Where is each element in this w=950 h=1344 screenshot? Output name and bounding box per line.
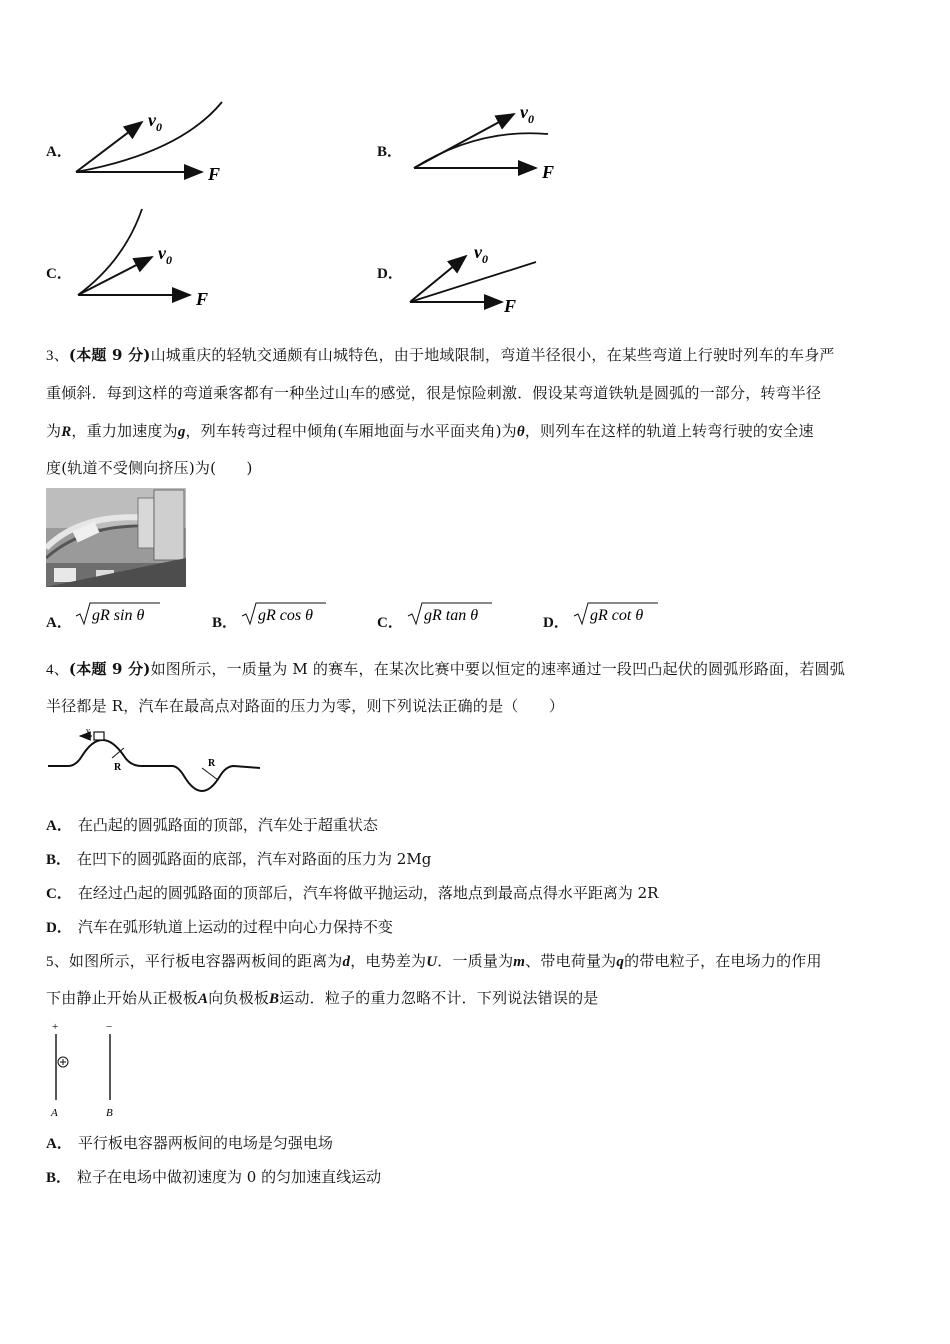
plate-b-label: B: [106, 1107, 113, 1119]
velocity-subscript: 0: [482, 252, 488, 266]
q2-option-b-label: B．: [377, 144, 403, 160]
force-label: F: [208, 164, 221, 184]
q5-option-a[interactable]: A． 平行板电容器两板间的电场是匀强电场: [46, 1134, 333, 1152]
svg-text:v: v: [86, 728, 90, 735]
q5-stem-line-2: 下由静止开始从正极板A向负极板B运动．粒子的重力忽略不计．下列说法错误的是: [46, 989, 599, 1007]
q3-option-b-expr: [240, 600, 330, 628]
capacitor-diagram: [46, 1018, 126, 1120]
svg-text:gR sin θ: gR sin θ: [92, 607, 145, 624]
q2-option-a-label: A．: [46, 144, 72, 160]
q3-option-b[interactable]: B．: [212, 615, 238, 631]
negative-sign: −: [106, 1021, 113, 1033]
q4-option-a[interactable]: A． 在凸起的圆弧路面的顶部，汽车处于超重状态: [46, 816, 378, 834]
q4-option-c[interactable]: C． 在经过凸起的圆弧路面的顶部后，汽车将做平抛运动，落地点到最高点得水平距离为 2R: [46, 884, 659, 902]
question-points: (本题 9 分): [68, 660, 151, 678]
velocity-label: v: [158, 243, 166, 263]
q4-stem-line-1: 4、(本题 9 分)如图所示，一质量为 M 的赛车，在某次比赛中要以恒定的速率通过一段凹凸起伏的圆弧形路面，若圆弧: [46, 660, 845, 678]
svg-text:gR cot θ: gR cot θ: [590, 607, 644, 624]
svg-text:R: R: [114, 762, 122, 773]
q4-stem-line-2: 半径都是 R，汽车在最高点对路面的压力为零，则下列说法正确的是（ ）: [46, 697, 565, 715]
velocity-subscript: 0: [528, 112, 534, 126]
question-number: 4、: [46, 662, 69, 678]
q4-option-b[interactable]: B． 在凹下的圆弧路面的底部，汽车对路面的压力为 2Mg: [46, 850, 432, 868]
question-number: 5、: [46, 954, 69, 970]
q5-option-b[interactable]: B． 粒子在电场中做初速度为 0 的匀加速直线运动: [46, 1168, 382, 1186]
q3-stem-line-4: 度(轨道不受侧向挤压)为( ): [46, 459, 253, 477]
q3-option-c-expr: [406, 600, 496, 628]
q3-option-d-expr: [572, 600, 662, 628]
velocity-arrow: [410, 256, 466, 302]
svg-text:gR tan θ: gR tan θ: [424, 607, 479, 624]
radius-line-2: [202, 768, 218, 780]
question-points: (本题 9 分): [68, 346, 151, 364]
q2-option-d-diagram: [404, 236, 544, 316]
svg-text:R: R: [208, 758, 216, 769]
q3-option-a-expr: [74, 600, 164, 628]
trajectory-line: [410, 262, 536, 302]
force-label: F: [196, 289, 209, 309]
force-label: F: [504, 296, 517, 316]
velocity-arrow: [78, 257, 152, 295]
positive-sign: +: [52, 1021, 59, 1033]
q3-stem-line-1: 3、(本题 9 分)山城重庆的轻轨交通颇有山城特色，由于地域限制，弯道半径很小，在某些弯道上行驶时列车的车身严: [46, 346, 835, 364]
q3-option-c[interactable]: C．: [377, 615, 403, 631]
q4-option-d[interactable]: D． 汽车在弧形轨道上运动的过程中向心力保持不变: [46, 918, 393, 936]
svg-text:v0: [148, 110, 162, 134]
svg-text:v0: [520, 102, 534, 126]
bumpy-road-diagram: [46, 728, 262, 800]
svg-text:v0: [474, 242, 488, 266]
svg-text:gR cos θ: gR cos θ: [258, 607, 313, 624]
q2-option-d-label: D．: [377, 266, 403, 282]
trajectory-curve: [414, 133, 548, 168]
force-label: F: [542, 162, 555, 182]
q2-option-a-diagram: [70, 98, 240, 186]
q3-option-d[interactable]: D．: [543, 615, 569, 631]
velocity-subscript: 0: [166, 253, 172, 267]
velocity-label: v: [520, 102, 528, 122]
svg-text:v0: [158, 243, 172, 267]
q2-option-c-diagram: [72, 205, 232, 310]
plate-a-label: A: [51, 1107, 58, 1119]
velocity-subscript: 0: [156, 120, 162, 134]
q3-stem-line-3: 为R，重力加速度为g，列车转弯过程中倾角(车厢地面与水平面夹角)为θ，则列车在这样的轨道上转弯行驶的安全速: [46, 422, 814, 440]
q2-option-c-label: C．: [46, 266, 72, 282]
car-icon: [94, 732, 104, 740]
velocity-label: v: [148, 110, 156, 130]
q3-stem-line-2: 重倾斜．每到这样的弯道乘客都有一种坐过山车的感觉，很是惊险刺激．假设某弯道铁轨是圆弧的一部分，转弯半径: [46, 384, 822, 402]
q5-stem-line-1: 5、如图所示，平行板电容器两板间的距离为d，电势差为U．一质量为m、带电荷量为q的带电粒子，在电场力的作用: [46, 952, 822, 970]
q2-option-b-diagram: [408, 96, 578, 186]
question-number: 3、: [46, 348, 69, 364]
q3-option-a[interactable]: A．: [46, 615, 72, 631]
velocity-label: v: [474, 242, 482, 262]
monorail-photo: [46, 488, 186, 587]
trajectory-curve: [78, 209, 142, 295]
